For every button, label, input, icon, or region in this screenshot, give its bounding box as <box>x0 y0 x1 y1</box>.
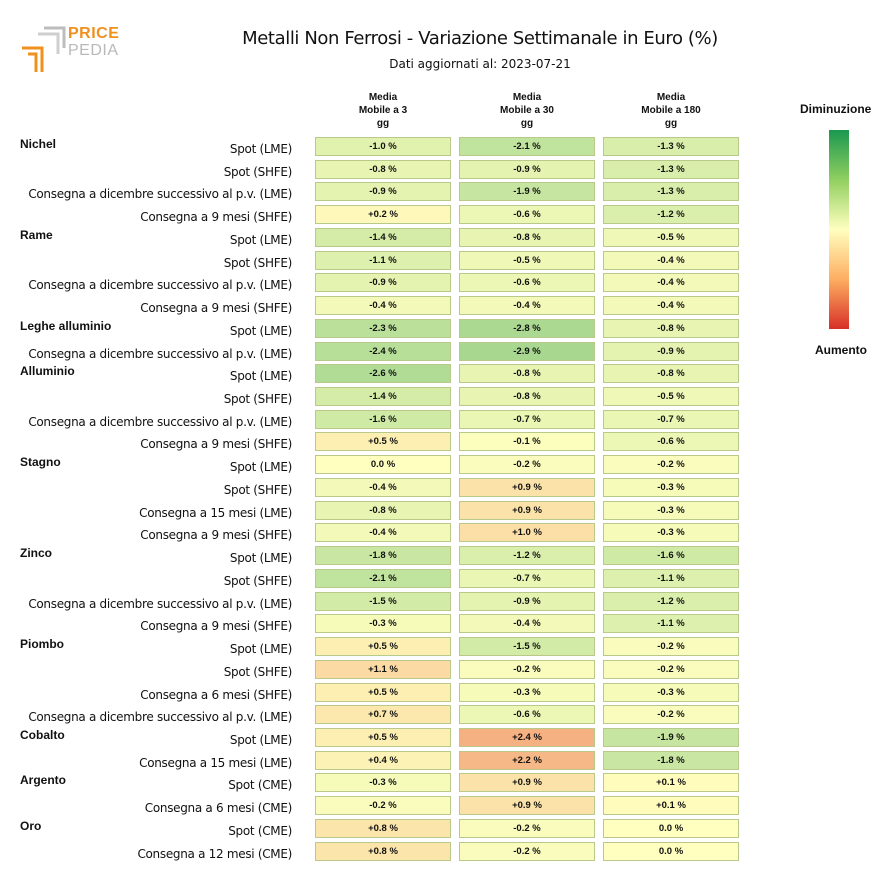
row-label: Consegna a 9 mesi (SHFE) <box>140 210 292 225</box>
table-cell: -1.3 % <box>603 182 739 201</box>
group-label: Cobalto <box>20 727 65 742</box>
table-cell: -0.5 % <box>603 387 739 406</box>
table-cell: -0.4 % <box>603 296 739 315</box>
table-cell: -0.2 % <box>603 455 739 474</box>
row-label: Spot (CME) <box>228 778 292 793</box>
table-cell: +0.1 % <box>603 773 739 792</box>
table-cell: -0.2 % <box>315 796 451 815</box>
table-cell: -0.2 % <box>459 842 595 861</box>
table-cell: -0.5 % <box>603 228 739 247</box>
table-cell: -0.9 % <box>315 182 451 201</box>
table-cell: -1.5 % <box>315 592 451 611</box>
group-label: Argento <box>20 773 66 788</box>
row-label: Consegna a 9 mesi (SHFE) <box>140 301 292 316</box>
table-cell: -0.2 % <box>603 705 739 724</box>
table-cell: -2.8 % <box>459 319 595 338</box>
table-cell: -1.9 % <box>459 182 595 201</box>
row-label: Spot (SHFE) <box>223 392 292 407</box>
table-cell: +0.5 % <box>315 683 451 702</box>
row-label: Consegna a dicembre successivo al p.v. (LME) <box>28 596 292 611</box>
table-cell: -1.2 % <box>603 592 739 611</box>
row-label: Spot (LME) <box>229 460 292 475</box>
table-cell: -1.8 % <box>315 546 451 565</box>
row-label: Consegna a dicembre successivo al p.v. (LME) <box>28 346 292 361</box>
table-cell: -1.0 % <box>315 137 451 156</box>
table-cell: -0.4 % <box>315 296 451 315</box>
row-label: Spot (SHFE) <box>223 664 292 679</box>
row-label: Consegna a 9 mesi (SHFE) <box>140 619 292 634</box>
table-cell: -1.2 % <box>459 546 595 565</box>
row-label: Consegna a 15 mesi (LME) <box>139 755 292 770</box>
table-cell: -0.8 % <box>315 501 451 520</box>
table-cell: -0.9 % <box>459 592 595 611</box>
row-label: Consegna a 6 mesi (SHFE) <box>140 687 292 702</box>
table-cell: -0.4 % <box>459 614 595 633</box>
pricepedia-logo-icon <box>20 26 66 74</box>
table-cell: -0.9 % <box>459 160 595 179</box>
column-header-2: Media Mobile a 30 gg <box>500 92 554 129</box>
table-cell: -0.7 % <box>603 410 739 429</box>
row-label: Consegna a 9 mesi (SHFE) <box>140 528 292 543</box>
table-cell: -0.9 % <box>603 342 739 361</box>
table-cell: -0.3 % <box>603 683 739 702</box>
table-cell: -0.8 % <box>603 364 739 383</box>
table-cell: -0.4 % <box>459 296 595 315</box>
table-cell: -0.2 % <box>459 455 595 474</box>
table-cell: +0.9 % <box>459 478 595 497</box>
table-cell: -0.9 % <box>315 273 451 292</box>
table-cell: -0.7 % <box>459 569 595 588</box>
table-cell: -0.1 % <box>459 432 595 451</box>
table-cell: -0.3 % <box>603 523 739 542</box>
table-cell: -2.6 % <box>315 364 451 383</box>
table-cell: -0.8 % <box>315 160 451 179</box>
table-cell: -2.1 % <box>315 569 451 588</box>
table-cell: 0.0 % <box>603 842 739 861</box>
table-cell: 0.0 % <box>603 819 739 838</box>
row-label: Spot (LME) <box>229 323 292 338</box>
table-cell: -0.3 % <box>603 501 739 520</box>
table-cell: -1.2 % <box>603 205 739 224</box>
row-label: Consegna a 6 mesi (CME) <box>144 801 292 816</box>
table-cell: +0.7 % <box>315 705 451 724</box>
table-cell: -0.7 % <box>459 410 595 429</box>
table-cell: -0.6 % <box>459 273 595 292</box>
column-header-1: Media Mobile a 3 gg <box>358 92 408 129</box>
table-cell: -0.4 % <box>603 251 739 270</box>
table-cell: -1.4 % <box>315 387 451 406</box>
scale-top-label: Diminuzione <box>800 102 872 116</box>
table-cell: -2.3 % <box>315 319 451 338</box>
table-cell: -0.3 % <box>315 614 451 633</box>
table-cell: -1.4 % <box>315 228 451 247</box>
table-cell: +0.4 % <box>315 751 451 770</box>
table-cell: -1.1 % <box>315 251 451 270</box>
table-cell: +0.8 % <box>315 819 451 838</box>
row-label: Spot (SHFE) <box>223 164 292 179</box>
table-cell: +0.8 % <box>315 842 451 861</box>
table-cell: -0.3 % <box>603 478 739 497</box>
row-label: Spot (LME) <box>229 732 292 747</box>
table-cell: -0.4 % <box>315 523 451 542</box>
table-cell: +0.9 % <box>459 773 595 792</box>
table-cell: -2.4 % <box>315 342 451 361</box>
table-cell: -0.3 % <box>459 683 595 702</box>
table-cell: -1.1 % <box>603 569 739 588</box>
table-cell: -0.4 % <box>315 478 451 497</box>
row-label: Spot (LME) <box>229 369 292 384</box>
row-label: Spot (LME) <box>229 642 292 657</box>
pricepedia-logo <box>20 26 130 74</box>
logo-pedia-text: PEDIA <box>68 42 119 59</box>
table-cell: +0.5 % <box>315 432 451 451</box>
group-label: Zinco <box>20 546 52 561</box>
chart-title: Metalli Non Ferrosi - Variazione Settimanale in Euro (%) <box>242 28 718 49</box>
row-label: Spot (LME) <box>229 142 292 156</box>
table-cell: +0.2 % <box>315 205 451 224</box>
table-cell: -0.2 % <box>603 660 739 679</box>
group-label: Alluminio <box>20 364 75 379</box>
table-cell: +1.0 % <box>459 523 595 542</box>
table-cell: -0.2 % <box>603 637 739 656</box>
row-label: Consegna a dicembre successivo al p.v. (LME) <box>28 710 292 725</box>
group-label: Rame <box>20 227 53 242</box>
row-label: Spot (SHFE) <box>223 255 292 270</box>
table-cell: 0.0 % <box>315 455 451 474</box>
table-cell: -0.5 % <box>459 251 595 270</box>
table-cell: -0.3 % <box>315 773 451 792</box>
table-cell: -0.6 % <box>603 432 739 451</box>
row-label: Spot (SHFE) <box>223 482 292 497</box>
table-cell: -2.9 % <box>459 342 595 361</box>
logo-price-text: PRICE <box>68 25 120 42</box>
table-cell: -1.9 % <box>603 728 739 747</box>
table-cell: -0.2 % <box>459 660 595 679</box>
table-cell: -0.6 % <box>459 205 595 224</box>
table-cell: -1.6 % <box>315 410 451 429</box>
table-cell: +1.1 % <box>315 660 451 679</box>
table-cell: -0.8 % <box>459 228 595 247</box>
table-cell: -2.1 % <box>459 137 595 156</box>
table-cell: +0.1 % <box>603 796 739 815</box>
table-cell: -0.2 % <box>459 819 595 838</box>
row-label: Consegna a dicembre successivo al p.v. (LME) <box>28 187 292 202</box>
table-cell: -0.8 % <box>459 387 595 406</box>
column-header-3: Media Mobile a 180 gg <box>641 92 701 129</box>
color-scale-bar <box>829 130 849 329</box>
table-cell: +0.5 % <box>315 728 451 747</box>
table-cell: -1.3 % <box>603 137 739 156</box>
table-cell: +0.9 % <box>459 501 595 520</box>
row-label: Consegna a 12 mesi (CME) <box>137 846 292 861</box>
group-label: Nichel <box>20 137 57 151</box>
group-label: Leghe alluminio <box>20 318 112 333</box>
row-label: Consegna a dicembre successivo al p.v. (LME) <box>28 278 292 293</box>
scale-bottom-label: Aumento <box>815 343 867 357</box>
table-cell: -0.8 % <box>603 319 739 338</box>
row-label: Consegna a dicembre successivo al p.v. (LME) <box>28 414 292 429</box>
table-cell: +0.5 % <box>315 637 451 656</box>
table-cell: -1.3 % <box>603 160 739 179</box>
table-cell: +0.9 % <box>459 796 595 815</box>
table-cell: +2.4 % <box>459 728 595 747</box>
row-label: Spot (CME) <box>228 823 292 838</box>
table-cell: -1.1 % <box>603 614 739 633</box>
row-label: Spot (LME) <box>229 551 292 566</box>
group-label: Stagno <box>20 455 61 470</box>
table-cell: -1.6 % <box>603 546 739 565</box>
table-cell: +2.2 % <box>459 751 595 770</box>
row-label: Consegna a 9 mesi (SHFE) <box>140 437 292 452</box>
table-cell: -0.8 % <box>459 364 595 383</box>
chart-subtitle: Dati aggiornati al: 2023-07-21 <box>389 57 571 71</box>
group-label: Piombo <box>20 637 64 652</box>
row-label: Consegna a 15 mesi (LME) <box>139 505 292 520</box>
table-cell: -0.4 % <box>603 273 739 292</box>
table-cell: -1.8 % <box>603 751 739 770</box>
table-cell: -0.6 % <box>459 705 595 724</box>
group-label: Oro <box>20 818 42 833</box>
row-label: Spot (SHFE) <box>223 573 292 588</box>
row-label: Spot (LME) <box>229 232 292 247</box>
table-cell: -1.5 % <box>459 637 595 656</box>
